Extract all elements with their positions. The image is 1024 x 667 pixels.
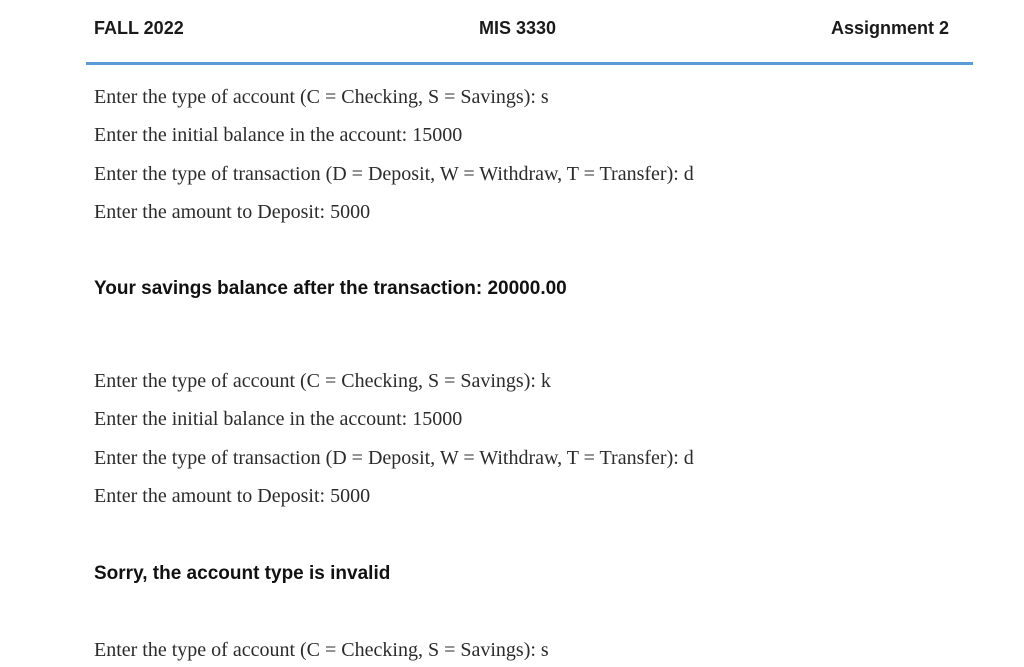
run2-account-type-prompt: Enter the type of account (C = Checking, S = Savings): k	[94, 370, 551, 392]
run2-result-message: Sorry, the account type is invalid	[94, 563, 391, 584]
run2-initial-balance-prompt: Enter the initial balance in the account: 15000	[94, 408, 463, 430]
header-course: MIS 3330	[479, 18, 557, 38]
header-assignment: Assignment 2	[830, 18, 949, 38]
run1-result-message: Your savings balance after the transaction: 20000.00	[94, 278, 567, 299]
page-header	[94, 18, 949, 46]
run2-amount-prompt: Enter the amount to Deposit: 5000	[94, 485, 371, 507]
run1-account-type-prompt: Enter the type of account (C = Checking, S = Savings): s	[94, 86, 549, 108]
run1-initial-balance-prompt: Enter the initial balance in the account: 15000	[94, 124, 463, 146]
header-term: FALL 2022	[94, 18, 184, 38]
run1-transaction-type-prompt: Enter the type of transaction (D = Deposit, W = Withdraw, T = Transfer): d	[94, 163, 694, 185]
header-divider	[86, 62, 973, 65]
run3-account-type-prompt: Enter the type of account (C = Checking, S = Savings): s	[94, 639, 549, 661]
run2-transaction-type-prompt: Enter the type of transaction (D = Deposit, W = Withdraw, T = Transfer): d	[94, 447, 694, 469]
run1-amount-prompt: Enter the amount to Deposit: 5000	[94, 201, 371, 223]
